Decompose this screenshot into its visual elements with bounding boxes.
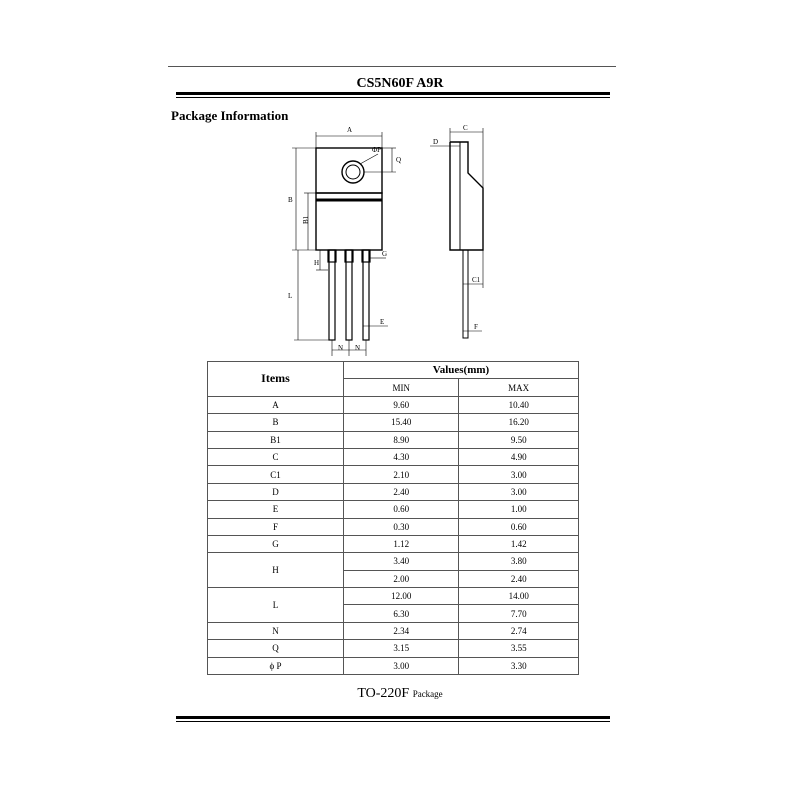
table-row: [208, 448, 579, 465]
max-cell: 4.90: [459, 448, 579, 465]
items-header: Items: [208, 362, 344, 397]
side-view-lead: [463, 250, 468, 338]
table-row: [208, 640, 579, 657]
max-cell: 3.00: [459, 466, 579, 483]
max-cell: 9.50: [459, 431, 579, 448]
label-F: F: [474, 323, 478, 331]
min-cell: 0.30: [344, 518, 459, 535]
max-cell: 10.40: [459, 396, 579, 413]
label-G: G: [382, 250, 388, 258]
max-cell: 1.42: [459, 535, 579, 552]
min-cell: 2.34: [344, 622, 459, 639]
package-suffix: Package: [412, 689, 443, 699]
title-underline-thick: [176, 92, 610, 95]
label-B: B: [288, 196, 293, 204]
min-cell: 3.00: [344, 657, 459, 674]
title-underline-thin: [176, 97, 610, 98]
package-body: [316, 193, 382, 250]
table-row: [208, 518, 579, 535]
item-cell: F: [208, 518, 344, 535]
label-Q: Q: [396, 156, 402, 164]
table-row: [208, 588, 579, 605]
label-P: ΦP: [372, 146, 382, 154]
package-drawing: [260, 118, 540, 364]
table-row: [208, 501, 579, 518]
min-header: MIN: [344, 379, 459, 396]
item-cell: C: [208, 448, 344, 465]
values-header: Values(mm): [344, 362, 579, 379]
max-cell: 2.40: [459, 570, 579, 587]
side-view-body: [450, 142, 483, 250]
document-title: CS5N60F A9R: [356, 76, 444, 91]
item-cell: ϕ P: [208, 657, 344, 674]
min-cell: 3.40: [344, 553, 459, 570]
bottom-rule-thin: [176, 721, 610, 722]
min-cell: 2.40: [344, 483, 459, 500]
table-row: [208, 414, 579, 431]
table-row: [208, 396, 579, 413]
max-cell: 2.74: [459, 622, 579, 639]
min-cell: 4.30: [344, 448, 459, 465]
label-H: H: [314, 259, 320, 267]
min-cell: 3.15: [344, 640, 459, 657]
max-cell: 3.00: [459, 483, 579, 500]
max-cell: 1.00: [459, 501, 579, 518]
package-tab: [316, 148, 382, 193]
max-cell: 3.30: [459, 657, 579, 674]
min-cell: 15.40: [344, 414, 459, 431]
section-title: Package Information: [171, 108, 289, 123]
max-cell: 3.80: [459, 553, 579, 570]
max-cell: 16.20: [459, 414, 579, 431]
max-cell: 0.60: [459, 518, 579, 535]
item-cell: H: [208, 553, 344, 588]
package-name: TO-220F: [357, 686, 410, 701]
table-row: [208, 657, 579, 674]
min-cell: 9.60: [344, 396, 459, 413]
mounting-hole: [342, 161, 364, 183]
min-cell: 12.00: [344, 588, 459, 605]
label-N2: N: [355, 344, 361, 352]
min-cell: 2.10: [344, 466, 459, 483]
label-N1: N: [338, 344, 344, 352]
table-row: [208, 466, 579, 483]
item-cell: A: [208, 396, 344, 413]
min-cell: 8.90: [344, 431, 459, 448]
min-cell: 2.00: [344, 570, 459, 587]
table-row: [208, 431, 579, 448]
table-row: [208, 622, 579, 639]
item-cell: N: [208, 622, 344, 639]
item-cell: L: [208, 588, 344, 623]
table-row: [208, 553, 579, 570]
min-cell: 6.30: [344, 605, 459, 622]
label-E: E: [380, 318, 385, 326]
label-C: C: [463, 124, 468, 132]
label-A: A: [347, 126, 353, 134]
table-row: [208, 483, 579, 500]
item-cell: B: [208, 414, 344, 431]
item-cell: Q: [208, 640, 344, 657]
item-cell: C1: [208, 466, 344, 483]
bottom-rule-thick: [176, 716, 610, 719]
item-cell: G: [208, 535, 344, 552]
min-cell: 0.60: [344, 501, 459, 518]
top-divider: [168, 66, 616, 67]
max-header: MAX: [459, 379, 579, 396]
label-L: L: [288, 292, 293, 300]
table-row: [208, 535, 579, 552]
label-C1: C1: [472, 276, 481, 284]
label-D: D: [433, 138, 439, 146]
max-cell: 14.00: [459, 588, 579, 605]
item-cell: B1: [208, 431, 344, 448]
dimensions-table: [207, 361, 579, 675]
package-caption: [0, 686, 800, 702]
max-cell: 7.70: [459, 605, 579, 622]
min-cell: 1.12: [344, 535, 459, 552]
item-cell: D: [208, 483, 344, 500]
max-cell: 3.55: [459, 640, 579, 657]
item-cell: E: [208, 501, 344, 518]
label-B1: B1: [302, 215, 310, 224]
